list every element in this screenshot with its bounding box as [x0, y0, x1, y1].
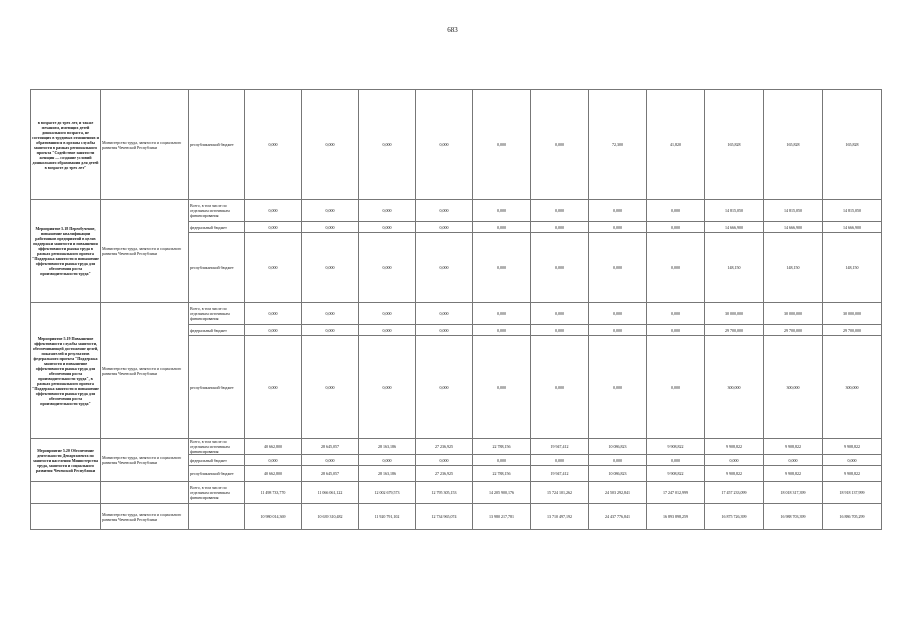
amount-cell: 0,000 — [302, 233, 359, 303]
amount-cell: 30 000,000 — [764, 303, 823, 325]
funding-source: Всего, в том числе по отдельным источникам финансирования — [189, 303, 245, 325]
measure-name: Мероприятие 5.18 Переобучение, повышение квалификации работников предприятий в целях поддержки занятости и повышения эффективности рынка труда в рамках регионального проекта "Поддержка занятости и повышение эффективности рынка труда для обеспечения роста производительности труда" — [31, 200, 101, 303]
funding-source: федеральный бюджет — [189, 222, 245, 233]
amount-cell: 9 908,822 — [823, 439, 882, 455]
ministry-amount-cell: 10 639 310,482 — [302, 504, 359, 530]
amount-cell: 22 788,156 — [473, 466, 531, 482]
executor-name: Министерство труда, занятости и социального развития Чеченской Республики — [101, 200, 189, 303]
table-row — [31, 90, 882, 200]
amount-cell: 148,150 — [705, 233, 764, 303]
amount-cell: 148,150 — [823, 233, 882, 303]
amount-cell: 0,000 — [416, 222, 473, 233]
total-row — [31, 482, 882, 504]
amount-cell: 28 645,057 — [302, 466, 359, 482]
amount-cell: 19 947,412 — [531, 439, 589, 455]
amount-cell: 0,000 — [359, 336, 416, 439]
amount-cell: 0,000 — [302, 303, 359, 325]
ministry-amount-cell: 16 875 726,399 — [705, 504, 764, 530]
amount-cell: 165,828 — [705, 90, 764, 200]
amount-cell: 0,000 — [531, 325, 589, 336]
amount-cell: 0,000 — [416, 90, 473, 200]
total-amount-cell: 11 498 733,770 — [245, 482, 302, 504]
total-amount-cell: 12 795 305,153 — [416, 482, 473, 504]
amount-cell: 0,000 — [245, 233, 302, 303]
amount-cell: 0,000 — [302, 455, 359, 466]
funding-source: Всего, в том числе по отдельным источникам финансирования — [189, 482, 245, 504]
amount-cell: 0,000 — [416, 336, 473, 439]
total-amount-cell: 17 247 012,999 — [647, 482, 705, 504]
ministry-amount-cell: 12 734 965,074 — [416, 504, 473, 530]
funding-source: республиканский бюджет — [189, 90, 245, 200]
amount-cell: 300,000 — [823, 336, 882, 439]
measure-name: Мероприятие 5.19 Повышение эффективности службы занятости, обеспечивающей достижение целей, показателей и результатов федерального проекта "Поддержка занятости и повышение эффективности рынка труда для обеспечения роста производительности труда", в рамках регионального проекта "Поддержка занятости и повышение эффективности рынка труда для обеспечения роста производительности труда" — [31, 303, 101, 439]
amount-cell: 0,000 — [302, 200, 359, 222]
amount-cell: 0,000 — [589, 455, 647, 466]
amount-cell: 14 666,900 — [823, 222, 882, 233]
amount-cell: 165,828 — [764, 90, 823, 200]
ministry-amount-cell: 24 437 776,841 — [589, 504, 647, 530]
amount-cell: 0,000 — [473, 325, 531, 336]
amount-cell: 14 815,050 — [764, 200, 823, 222]
funding-source: Всего, в том числе по отдельным источникам финансирования — [189, 200, 245, 222]
table-row — [31, 303, 882, 325]
amount-cell: 72,300 — [589, 90, 647, 200]
amount-cell: 0,000 — [705, 455, 764, 466]
executor-name: Министерство труда, занятости и социального развития Чеченской Республики — [101, 90, 189, 200]
amount-cell: 0,000 — [245, 325, 302, 336]
amount-cell: 0,000 — [531, 233, 589, 303]
executor-name: Министерство труда, занятости и социального развития Чеченской Республики — [101, 439, 189, 482]
amount-cell: 0,000 — [473, 222, 531, 233]
amount-cell: 28 163,186 — [359, 466, 416, 482]
amount-cell: 0,000 — [647, 222, 705, 233]
amount-cell: 0,000 — [531, 90, 589, 200]
amount-cell: 10 086,823 — [589, 439, 647, 455]
ministry-amount-cell: 16 886 705,299 — [823, 504, 882, 530]
amount-cell: 0,000 — [245, 222, 302, 233]
amount-cell: 29 700,000 — [705, 325, 764, 336]
total-amount-cell: 17 457 233,099 — [705, 482, 764, 504]
amount-cell: 0,000 — [647, 200, 705, 222]
amount-cell: 0,000 — [359, 200, 416, 222]
amount-cell: 300,000 — [705, 336, 764, 439]
amount-cell: 0,000 — [416, 303, 473, 325]
total-amount-cell: 11 066 061,122 — [302, 482, 359, 504]
amount-cell: 0,000 — [589, 303, 647, 325]
ministry-amount-cell: 16 988 703,399 — [764, 504, 823, 530]
total-amount-cell: 14 205 900,176 — [473, 482, 531, 504]
amount-cell: 29 700,000 — [823, 325, 882, 336]
blank-cell — [189, 504, 245, 530]
amount-cell: 40 662,800 — [245, 466, 302, 482]
amount-cell: 0,000 — [245, 303, 302, 325]
amount-cell: 40 662,800 — [245, 439, 302, 455]
amount-cell: 0,000 — [245, 200, 302, 222]
ministry-total-row — [31, 504, 882, 530]
amount-cell: 28 163,186 — [359, 439, 416, 455]
amount-cell: 0,000 — [589, 233, 647, 303]
amount-cell: 0,000 — [531, 336, 589, 439]
amount-cell: 9 908,822 — [705, 439, 764, 455]
amount-cell: 0,000 — [647, 303, 705, 325]
total-amount-cell: 24 503 292,841 — [589, 482, 647, 504]
amount-cell: 14 666,900 — [764, 222, 823, 233]
funding-source: республиканский бюджет — [189, 466, 245, 482]
amount-cell: 0,000 — [647, 233, 705, 303]
amount-cell: 22 788,156 — [473, 439, 531, 455]
amount-cell: 0,000 — [589, 325, 647, 336]
budget-table — [30, 89, 882, 530]
amount-cell: 300,000 — [764, 336, 823, 439]
measure-name: Мероприятие 5.20 Обеспечение деятельности Департамента по занятости населения Министерства труда, занятости и социального развития Чеченской Республики — [31, 439, 101, 482]
amount-cell: 0,000 — [823, 455, 882, 466]
amount-cell: 0,000 — [359, 233, 416, 303]
funding-source: республиканский бюджет — [189, 336, 245, 439]
amount-cell: 0,000 — [416, 455, 473, 466]
total-amount-cell: 18 018 317,399 — [764, 482, 823, 504]
amount-cell: 0,000 — [647, 325, 705, 336]
amount-cell: 41,820 — [647, 90, 705, 200]
amount-cell: 0,000 — [302, 90, 359, 200]
amount-cell: 14 666,900 — [705, 222, 764, 233]
ministry-amount-cell: 11 920 791,102 — [359, 504, 416, 530]
amount-cell: 0,000 — [531, 303, 589, 325]
amount-cell: 0,000 — [473, 200, 531, 222]
amount-cell: 0,000 — [302, 325, 359, 336]
amount-cell: 28 645,057 — [302, 439, 359, 455]
amount-cell: 0,000 — [245, 90, 302, 200]
amount-cell: 0,000 — [531, 222, 589, 233]
measure-name: в возрасте до трех лет, и также механизм, имеющих детей дошкольного возраста, не состоящих в трудовых отношениях и обратившихся в органы службы занятости в рамках регионального проекта "Содействие занятости женщин — создание условий дошкольного образования для детей в возрасте до трех лет" — [31, 90, 101, 200]
amount-cell: 0,000 — [473, 233, 531, 303]
amount-cell: 0,000 — [359, 455, 416, 466]
amount-cell: 148,150 — [764, 233, 823, 303]
amount-cell: 0,000 — [473, 303, 531, 325]
amount-cell: 0,000 — [245, 336, 302, 439]
amount-cell: 0,000 — [473, 455, 531, 466]
amount-cell: 0,000 — [531, 455, 589, 466]
amount-cell: 0,000 — [416, 325, 473, 336]
amount-cell: 9 908,822 — [647, 466, 705, 482]
ministry-amount-cell: 13 710 497,192 — [531, 504, 589, 530]
amount-cell: 0,000 — [302, 222, 359, 233]
amount-cell: 0,000 — [302, 336, 359, 439]
amount-cell: 30 000,000 — [705, 303, 764, 325]
amount-cell: 0,000 — [647, 336, 705, 439]
ministry-amount-cell: 16 893 898,259 — [647, 504, 705, 530]
ministry-amount-cell: 10 980 014,369 — [245, 504, 302, 530]
total-amount-cell: 18 918 137,999 — [823, 482, 882, 504]
blank-cell — [31, 504, 101, 530]
table-row — [31, 200, 882, 222]
amount-cell: 9 908,822 — [764, 466, 823, 482]
amount-cell: 0,000 — [416, 200, 473, 222]
amount-cell: 0,000 — [764, 455, 823, 466]
amount-cell: 0,000 — [531, 200, 589, 222]
amount-cell: 14 815,050 — [705, 200, 764, 222]
amount-cell: 0,000 — [647, 455, 705, 466]
funding-source: федеральный бюджет — [189, 325, 245, 336]
amount-cell: 30 000,000 — [823, 303, 882, 325]
amount-cell: 10 086,823 — [589, 466, 647, 482]
funding-source: республиканский бюджет — [189, 233, 245, 303]
blank-cell — [31, 482, 101, 504]
amount-cell: 9 908,822 — [647, 439, 705, 455]
page-number: 683 — [447, 26, 458, 34]
amount-cell: 0,000 — [359, 303, 416, 325]
amount-cell: 9 908,822 — [764, 439, 823, 455]
amount-cell: 0,000 — [589, 222, 647, 233]
table-row — [31, 439, 882, 455]
amount-cell: 19 947,412 — [531, 466, 589, 482]
amount-cell: 0,000 — [473, 336, 531, 439]
executor-name: Министерство труда, занятости и социального развития Чеченской Республики — [101, 303, 189, 439]
amount-cell: 29 700,000 — [764, 325, 823, 336]
amount-cell: 0,000 — [473, 90, 531, 200]
amount-cell: 27 236,925 — [416, 439, 473, 455]
amount-cell: 9 908,822 — [705, 466, 764, 482]
ministry-amount-cell: 13 980 217,781 — [473, 504, 531, 530]
amount-cell: 27 236,925 — [416, 466, 473, 482]
amount-cell: 165,828 — [823, 90, 882, 200]
amount-cell: 0,000 — [359, 222, 416, 233]
amount-cell: 0,000 — [589, 336, 647, 439]
funding-source: федеральный бюджет — [189, 455, 245, 466]
total-amount-cell: 15 724 101,262 — [531, 482, 589, 504]
amount-cell: 14 815,050 — [823, 200, 882, 222]
amount-cell: 0,000 — [416, 233, 473, 303]
amount-cell: 0,000 — [245, 455, 302, 466]
amount-cell: 0,000 — [359, 90, 416, 200]
funding-source: Всего, в том числе по отдельным источникам финансирования — [189, 439, 245, 455]
blank-cell — [101, 482, 189, 504]
total-amount-cell: 12 002 679,573 — [359, 482, 416, 504]
amount-cell: 9 908,822 — [823, 466, 882, 482]
amount-cell: 0,000 — [589, 200, 647, 222]
amount-cell: 0,000 — [359, 325, 416, 336]
executor-name: Министерство труда, занятости и социального развития Чеченской Республики — [101, 504, 189, 530]
